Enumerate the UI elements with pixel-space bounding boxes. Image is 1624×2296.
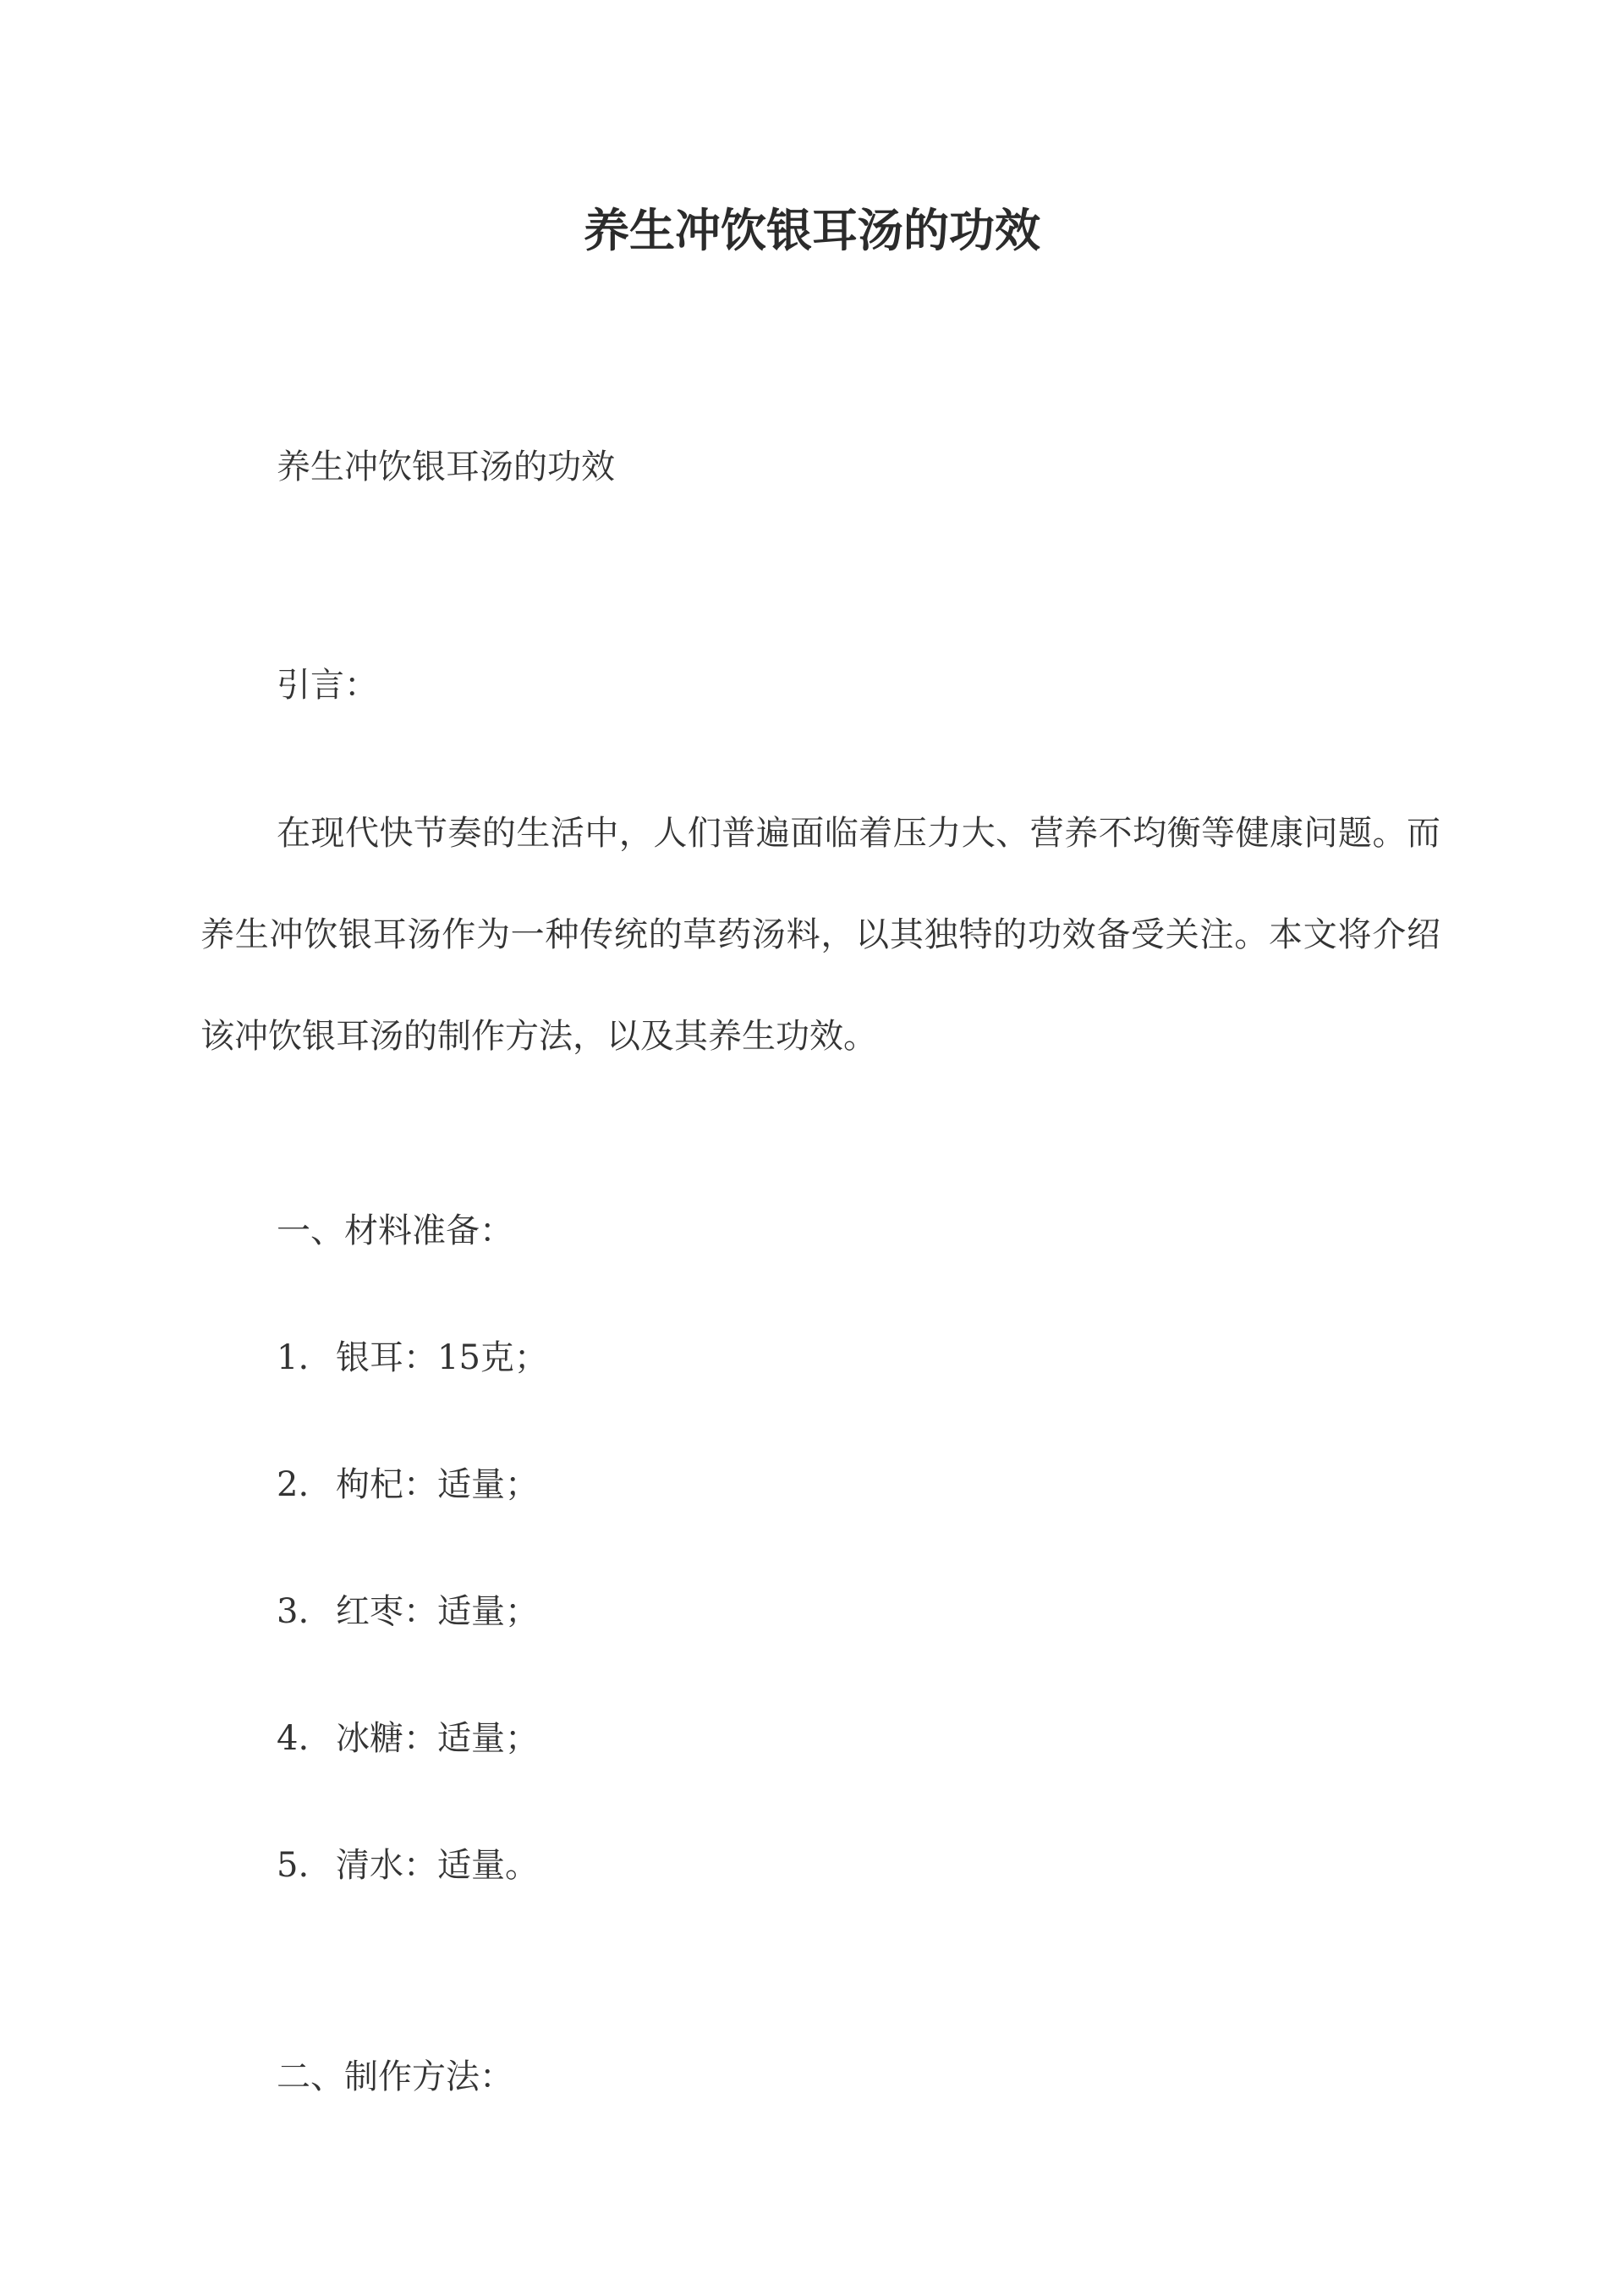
list-item-number: 4. (277, 1719, 310, 1758)
list-item (277, 1840, 539, 1891)
document-title: 养生冲饮银耳汤的功效 (584, 203, 1040, 257)
list-item-number: 3. (277, 1592, 310, 1631)
section-heading-method: 二、制作方法： (277, 2057, 513, 2096)
section-heading-materials: 一、材料准备： (277, 1211, 513, 1250)
intro-paragraph: 在现代快节奏的生活中，人们普遍面临着压力大、营养不均衡等健康问题。而养生冲饮银耳汤作为一种传统的草药汤料，以其独特的功效备受关注。本文将介绍该冲饮银耳汤的制作方法，以及其养生功效。 (200, 814, 1440, 1056)
document-subtitle: 养生冲饮银耳汤的功效 (277, 448, 615, 486)
list-item-text: 冰糖：适量； (336, 1719, 539, 1758)
list-item-number: 2. (277, 1465, 310, 1504)
list-item (277, 1332, 548, 1383)
list-item-text: 银耳：15克； (336, 1338, 548, 1377)
intro-heading: 引言： (277, 666, 378, 705)
list-item (277, 1586, 539, 1637)
list-item-number: 1. (277, 1338, 310, 1377)
list-item-text: 清水：适量。 (336, 1846, 539, 1885)
list-item-text: 枸杞：适量； (336, 1465, 539, 1504)
list-item-text: 红枣：适量； (336, 1592, 539, 1631)
list-item (277, 1713, 539, 1764)
list-item (277, 1459, 539, 1510)
list-item-number: 5. (277, 1846, 310, 1885)
